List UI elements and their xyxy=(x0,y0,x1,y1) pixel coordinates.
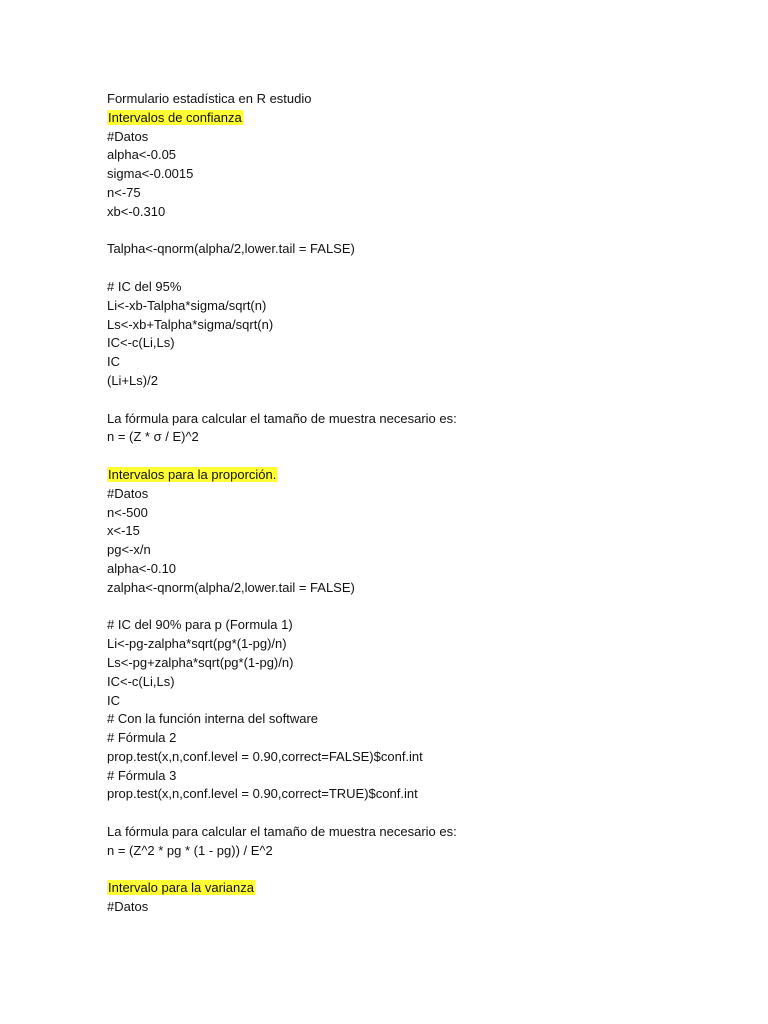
blank-line xyxy=(107,861,727,880)
document-body xyxy=(107,90,727,917)
text-line xyxy=(107,616,727,635)
text-line xyxy=(107,504,727,523)
text-line xyxy=(107,579,727,598)
line-text: IC<-c(Li,Ls) xyxy=(107,673,175,689)
line-text: Ls<-pg+zalpha*sqrt(pg*(1-pg)/n) xyxy=(107,654,294,670)
text-line xyxy=(107,184,727,203)
blank-line xyxy=(107,391,727,410)
text-line xyxy=(107,898,727,917)
line-text: alpha<-0.10 xyxy=(107,560,177,576)
text-line xyxy=(107,560,727,579)
text-line xyxy=(107,278,727,297)
line-text: n<-75 xyxy=(107,184,141,200)
text-line xyxy=(107,353,727,372)
text-line xyxy=(107,710,727,729)
line-text: Talpha<-qnorm(alpha/2,lower.tail = FALSE) xyxy=(107,241,355,257)
line-text: # Con la función interna del software xyxy=(107,711,319,727)
blank-line xyxy=(107,804,727,823)
line-text: #Datos xyxy=(107,128,149,144)
blank-line xyxy=(107,447,727,466)
line-text: sigma<-0.0015 xyxy=(107,166,194,182)
text-line xyxy=(107,428,727,447)
line-text: Li<-pg-zalpha*sqrt(pg*(1-pg)/n) xyxy=(107,636,287,652)
blank-line xyxy=(107,222,727,241)
line-text: alpha<-0.05 xyxy=(107,147,177,163)
text-line xyxy=(107,522,727,541)
text-line xyxy=(107,729,727,748)
text-line xyxy=(107,410,727,429)
text-line xyxy=(107,146,727,165)
text-line xyxy=(107,767,727,786)
text-line xyxy=(107,240,727,259)
text-line xyxy=(107,372,727,391)
text-line xyxy=(107,785,727,804)
text-line xyxy=(107,635,727,654)
line-text: zalpha<-qnorm(alpha/2,lower.tail = FALSE) xyxy=(107,579,355,595)
text-line xyxy=(107,334,727,353)
line-text: IC<-c(Li,Ls) xyxy=(107,335,175,351)
line-text: # IC del 90% para p (Formula 1) xyxy=(107,617,293,633)
line-text: # IC del 95% xyxy=(107,278,182,294)
text-line xyxy=(107,673,727,692)
line-text: # Fórmula 2 xyxy=(107,730,177,746)
text-line xyxy=(107,128,727,147)
text-line xyxy=(107,485,727,504)
line-text: Formulario estadística en R estudio xyxy=(107,91,312,106)
line-text: Ls<-xb+Talpha*sigma/sqrt(n) xyxy=(107,316,274,332)
highlighted-heading: Intervalos de confianza xyxy=(108,109,242,125)
section-heading-line xyxy=(107,879,727,898)
line-text: Li<-xb-Talpha*sigma/sqrt(n) xyxy=(107,297,267,313)
line-text: IC xyxy=(107,692,120,708)
section-heading-line xyxy=(107,109,727,128)
line-text: prop.test(x,n,conf.level = 0.90,correct=TRUE)$conf.int xyxy=(107,786,418,802)
line-text: La fórmula para calcular el tamaño de muestra necesario es: xyxy=(107,410,457,426)
line-text: La fórmula para calcular el tamaño de muestra necesario es: xyxy=(107,824,457,840)
blank-line xyxy=(107,259,727,278)
text-line xyxy=(107,692,727,711)
line-text: #Datos xyxy=(107,485,149,501)
text-line xyxy=(107,842,727,861)
text-line xyxy=(107,203,727,222)
text-line xyxy=(107,90,727,109)
text-line xyxy=(107,654,727,673)
line-text: n<-500 xyxy=(107,504,148,520)
section-heading-line xyxy=(107,466,727,485)
line-text: n = (Z * σ / E)^2 xyxy=(107,429,199,445)
line-text: #Datos xyxy=(107,899,149,915)
text-line xyxy=(107,541,727,560)
line-text: x<-15 xyxy=(107,523,140,539)
line-text: IC xyxy=(107,354,120,370)
line-text: # Fórmula 3 xyxy=(107,767,177,783)
line-text: pg<-x/n xyxy=(107,542,151,558)
line-text: xb<-0.310 xyxy=(107,203,166,219)
blank-line xyxy=(107,598,727,617)
text-line xyxy=(107,297,727,316)
text-line xyxy=(107,316,727,335)
text-line xyxy=(107,748,727,767)
text-line xyxy=(107,823,727,842)
line-text: (Li+Ls)/2 xyxy=(107,372,158,388)
highlighted-heading: Intervalos para la proporción. xyxy=(108,466,277,482)
line-text: prop.test(x,n,conf.level = 0.90,correct=FALSE)$conf.int xyxy=(107,748,423,764)
line-text: n = (Z^2 * pg * (1 - pg)) / E^2 xyxy=(107,842,273,858)
text-line xyxy=(107,165,727,184)
highlighted-heading: Intervalo para la varianza xyxy=(108,880,254,896)
